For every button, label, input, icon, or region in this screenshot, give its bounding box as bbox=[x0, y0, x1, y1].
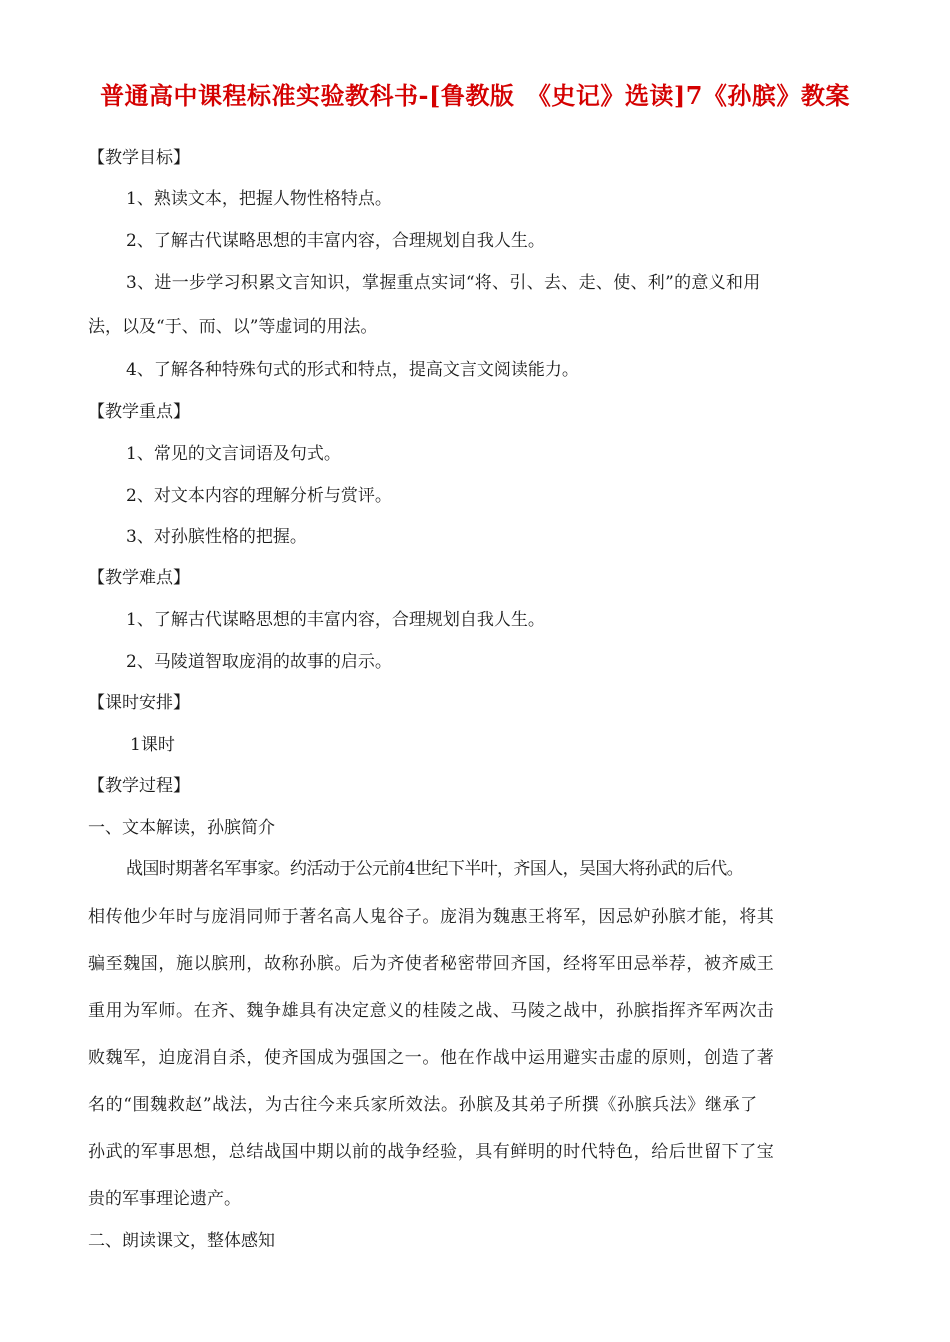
paragraph-line: 重用为军师。在齐、魏争雄具有决定意义的桂陵之战、马陵之战中，孙膑指挥齐军两次击 bbox=[88, 1001, 775, 1021]
objective-item: 3、进一步学习积累文言知识，掌握重点实词“将、引、去、走、使、利”的意义和用 bbox=[126, 273, 761, 293]
section-heading-key-points: 【教学重点】 bbox=[88, 402, 190, 422]
schedule-value: 1课时 bbox=[130, 735, 175, 755]
paragraph-line: 贵的军事理论遗产。 bbox=[88, 1189, 241, 1209]
paragraph-line: 孙武的军事思想，总结战国中期以前的战争经验，具有鲜明的时代特色，给后世留下了宝 bbox=[88, 1142, 775, 1162]
key-point-item: 3、对孙膑性格的把握。 bbox=[126, 527, 307, 547]
paragraph-line: 骗至魏国，施以膑刑，故称孙膑。后为齐使者秘密带回齐国，经将军田忌举荐，被齐威王 bbox=[88, 954, 775, 974]
paragraph-line: 相传他少年时与庞涓同师于著名高人鬼谷子。庞涓为魏惠王将军，因忌妒孙膑才能，将其 bbox=[88, 907, 775, 927]
key-point-item: 1、常见的文言词语及句式。 bbox=[126, 444, 341, 464]
objective-item: 2、了解古代谋略思想的丰富内容，合理规划自我人生。 bbox=[126, 231, 545, 251]
difficulty-item: 1、了解古代谋略思想的丰富内容，合理规划自我人生。 bbox=[126, 610, 545, 630]
key-point-item: 2、对文本内容的理解分析与赏评。 bbox=[126, 486, 392, 506]
objective-item-continued: 法，以及“于、而、以”等虚词的用法。 bbox=[88, 317, 378, 337]
paragraph-line: 名的“围魏救赵”战法，为古往今来兵家所效法。孙膑及其弟子所撰《孙膑兵法》继承了 bbox=[88, 1095, 758, 1115]
paragraph-line: 战国时期著名军事家。约活动于公元前4世纪下半叶，齐国人，吴国大将孙武的后代。 bbox=[126, 859, 744, 879]
document-title: 普通高中课程标准实验教科书-[鲁教版 《史记》选读]7《孙膑》教案 bbox=[100, 81, 850, 110]
objective-item: 1、熟读文本，把握人物性格特点。 bbox=[126, 189, 392, 209]
section-heading-difficulties: 【教学难点】 bbox=[88, 568, 190, 588]
section-heading-process: 【教学过程】 bbox=[88, 776, 190, 796]
section-heading-schedule: 【课时安排】 bbox=[88, 693, 190, 713]
process-part2-title: 二、朗读课文，整体感知 bbox=[88, 1231, 275, 1251]
paragraph-line: 败魏军，迫庞涓自杀，使齐国成为强国之一。他在作战中运用避实击虚的原则，创造了著 bbox=[88, 1048, 775, 1068]
difficulty-item: 2、马陵道智取庞涓的故事的启示。 bbox=[126, 652, 392, 672]
section-heading-objectives: 【教学目标】 bbox=[88, 148, 190, 168]
objective-item: 4、了解各种特殊句式的形式和特点，提高文言文阅读能力。 bbox=[126, 360, 579, 380]
process-part1-title: 一、文本解读，孙膑简介 bbox=[88, 818, 275, 838]
